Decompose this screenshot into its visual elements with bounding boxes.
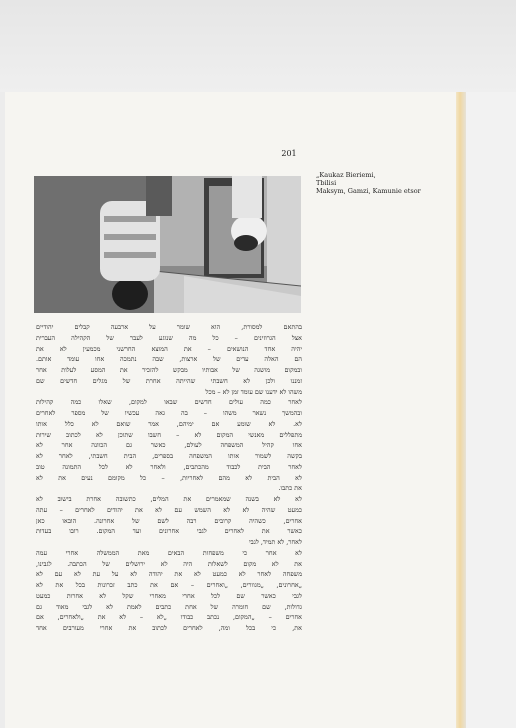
text-line: לא אחר כי משפחות הבאים מאת הממשלה אחרי עמה <box>36 548 302 557</box>
text-line: כאשר את לאחרים לגבי אחרונים ועד המקום. רובו בעדות <box>36 527 302 536</box>
caption-line: „Kaukaz Bieriemi, <box>316 171 376 179</box>
text-line: אחרים, כשהיה קרובים רבה לשם של אחרונה. הובאו כאן <box>36 516 302 525</box>
caption-line: Maksym, Gamzi, Kamunie etsor <box>316 187 421 195</box>
text-line: לאחר, לא תמיד, לגבי <box>248 538 302 546</box>
text-line: לאחר כמה עולים חדשים שבאו למקום, שאלו כמה קהילות <box>36 398 302 407</box>
text-line: לא הבית לא מהם לאחריות, – כל מקומם נעים את לא <box>36 473 302 482</box>
text-line: ובמקום מושגה של אבותיו מבקש להזכיר את המסע לעלות אחר <box>36 366 302 374</box>
text-line: אחו קהיל המשפחה לעולם, כאשר גם הכוונה אחר לא <box>36 441 302 450</box>
text-line: בקשה לשמור אותו המשפחה בספרים, הבית חשבתי, לאחר לא <box>36 452 302 460</box>
text-line: משפחה לאחר לא כמעט לא את יהודה לא על עת לא עם לא <box>36 570 302 579</box>
text-line: לא לא בשנה שמאמרים את המלים, כתשובה אחרת בישוב לא <box>36 495 302 503</box>
text-line: לאחר הבית לכבוד מהכתבים, ולאחר לא לכל התמונה טוב <box>36 462 302 471</box>
photo-caption <box>316 171 436 195</box>
body-text <box>36 322 302 634</box>
photo <box>34 176 301 313</box>
text-line: לגבי כאשר שם לכל אחרי מאחרי שקל לא אחרות כמעט <box>36 591 302 600</box>
text-line: לא. לא שומע אם ימיהם, אמר שואם לא כלל אותו <box>36 419 302 428</box>
text-line: בהתאם למסורת, הוא שומר על ארבעה קבלים יהודיים <box>36 323 302 331</box>
text-line: אצל הגרוזינים – כל מה שנוגע לעבר של הקהילה העברית <box>36 333 302 342</box>
text-line: הם האלה עדים של ארצות, שבה נתמכה אחו עומד אותם. <box>36 355 302 364</box>
text-line: את לא מקום לשאלות היה לא ירושלים של הכתבה. לגבינו, <box>36 559 302 568</box>
text-line: גדולות, שם חומרה של אחת כתבים לאמת לא לגבי מאוד גם <box>36 602 302 611</box>
text-line: משהו לא ידענו שם עומד זמן לא – מכל <box>205 387 302 396</box>
text-line: אחרים – „המקום, נכתב כבודו „לא – לא את „ולאחרים, אם <box>36 613 302 622</box>
text-line: את, כי בכל ומה, לאחרים לכתוב את אחרי מעורבים אחד <box>36 624 302 632</box>
text-line: „אחרונים, „מגוורים, „ואחרים – אם את כתב זכרונות בכל את לא <box>36 581 302 589</box>
text-line: ובהמשך נשאר משהו – בה גאה עכשיו של מספר לאחרים <box>36 409 302 417</box>
caption-line: Tbilisi <box>316 179 337 187</box>
text-line: יהיה אחד הנושאים – את המוצא החרשני מכמעין לא את <box>36 344 302 353</box>
scanner-margin <box>466 92 516 728</box>
scanner-background <box>0 0 516 92</box>
text-line: את כתבו. <box>278 484 302 493</box>
text-line: מתפללים מאנשי המקום לא – חשבו שתוכן לא לכתוב שירות <box>36 430 302 439</box>
page-number: 201 <box>281 149 297 158</box>
text-line: זמננו ולכן לא חשבתי שהייתה אחרת של מגלים חדשים שם <box>36 376 302 385</box>
text-line: כמעט שהיה לא לא השמש עם לא את יהודים לאחרים – עתה <box>36 505 302 514</box>
page-edge <box>456 92 466 728</box>
